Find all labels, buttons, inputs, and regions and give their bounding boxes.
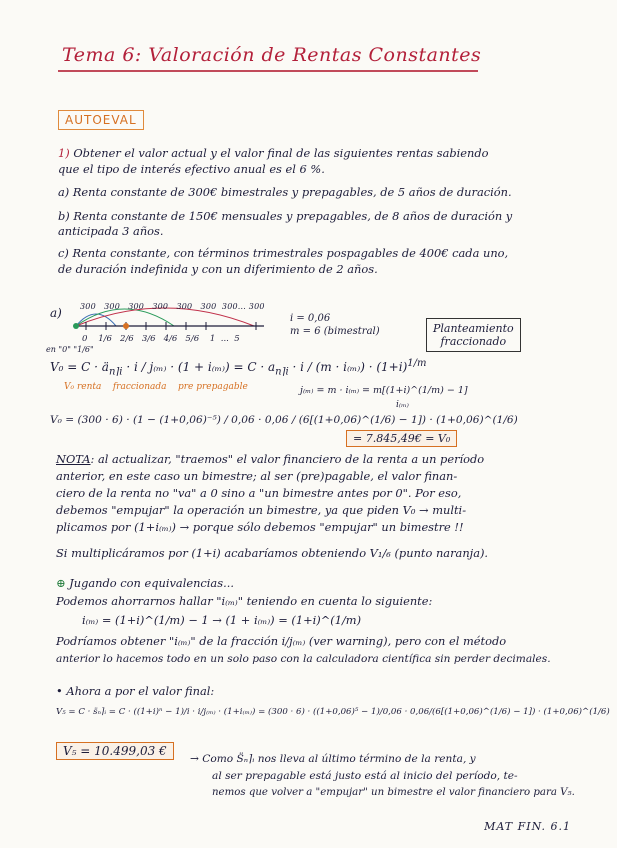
planteamiento-line-2: fraccionado	[440, 335, 507, 348]
question-a: a) Renta constante de 300€ bimestrales y prepagables, de 5 años de duración.	[58, 185, 512, 199]
question-text-1: Obtener el valor actual y el valor final de las siguientes rentas sabiendo	[73, 146, 489, 160]
tick-label: 5/6	[185, 334, 200, 344]
title-underline	[58, 70, 478, 72]
amount: 300	[80, 302, 96, 311]
question-line-2: que el tipo de interés efectivo anual es el 6 %.	[58, 162, 325, 176]
orange-point	[123, 323, 129, 329]
jm-definition: j₍ₘ₎ = m · i₍ₘ₎ = m[(1+i)^(1/m) − 1]	[300, 385, 468, 396]
amount: 300	[152, 302, 169, 311]
page-title: Tema 6: Valoración de Rentas Constantes	[62, 44, 482, 66]
tick-label: 2/6	[120, 334, 134, 344]
final-formula: V₅ = C · s̈ₙ⌉ᵢ = C · ((1+i)ⁿ − 1)/i · i/j₍ₘ₎ · (1+i₍ₘ₎) = (300 · 6) · ((1+0,06)⁵ − 1)/0,06 · 0,06/(6[(1+0,06)^(1/6) − 1]) · (1+0,06)^(1/6)	[56, 707, 610, 717]
equiv-line-2: Podemos ahorrarnos hallar "i₍ₘ₎" teniendo en cuenta lo siguiente:	[56, 594, 433, 608]
amount: 300	[128, 302, 145, 311]
formula-1-annuity-2: n⌉i	[275, 366, 289, 378]
tick-label: 3/6	[141, 334, 156, 344]
formula-2-text: V₀ = (300 · 6) · (1 − (1+0,06)⁻⁵) / 0,06 · 0,06 / (6[(1+0,06)^(1/6) − 1]) · (1+0,06)^(1/6)	[50, 414, 518, 426]
amount: 300...	[221, 302, 247, 311]
formula-1-lhs: V₀ = C · ä	[50, 360, 109, 374]
tick-label: 4/6	[163, 334, 178, 344]
equiv-line-5: anterior lo hacemos todo en un solo paso con la calculadora científica sin perder decimales.	[56, 653, 551, 665]
formula-2-result: = 7.845,49€ = V₀	[346, 430, 457, 447]
m-value: m = 6 (bimestral)	[290, 326, 380, 337]
final-comment-2: al ser prepagable está justo está al inicio del período, te-	[212, 770, 518, 782]
formula-1-rhs: · i / (m · i₍ₘ₎) · (1+i)	[292, 360, 408, 374]
i-value: i = 0,06	[290, 313, 331, 324]
equiv-line-1	[56, 576, 234, 590]
formula-1	[50, 358, 426, 377]
note-head: NOTA	[56, 452, 91, 466]
equiv-line-4: Podríamos obtener "i₍ₘ₎" de la fracción i/j₍ₘ₎ (ver warning), pero con el método	[56, 634, 507, 648]
im-label: i₍ₘ₎	[396, 400, 409, 410]
equiv-text-1: Jugando con equivalencias...	[69, 576, 234, 590]
final-result: V₅ = 10.499,03 €	[56, 742, 174, 760]
formula-1-exp: 1/m	[407, 358, 427, 369]
question-c-2: de duración indefinida y con un diferimiento de 2 años.	[58, 262, 378, 276]
formula-2	[50, 414, 518, 426]
label-pre: pre	[177, 382, 194, 392]
tick-label: ...	[220, 334, 229, 344]
note-line-3: ciero de la renta no "va" a 0 sino a "un bimestre antes por 0". Por eso,	[56, 486, 462, 500]
page-footer: MAT FIN. 6.1	[484, 820, 571, 833]
question-line-1	[58, 146, 489, 160]
amount: 300	[200, 302, 217, 311]
plus-icon: ⊕	[56, 576, 66, 590]
question-b-2: anticipada 3 años.	[58, 224, 164, 238]
green-point	[73, 323, 79, 329]
amount: 300	[104, 302, 120, 311]
timeline-tick-labels	[82, 332, 240, 346]
cut-label: en "0" "1/6"	[46, 345, 94, 354]
tick-label: 0	[82, 334, 88, 344]
diagram-label: a)	[50, 306, 62, 320]
final-comment-1: → Como S̈ₙ⌉ᵢ nos lleva al último término de la renta, y	[190, 753, 476, 765]
question-label: 1)	[58, 146, 70, 160]
equiv-line-3: i₍ₘ₎ = (1+i)^(1/m) − 1 → (1 + i₍ₘ₎) = (1+i)^(1/m)	[82, 613, 362, 627]
note-line-2: anterior, en este caso un bimestre; al ser (pre)pagable, el valor finan-	[56, 469, 458, 483]
timeline-arc	[76, 314, 116, 326]
label-fraccionada: fraccionada	[112, 382, 167, 392]
note-text-1: : al actualizar, "traemos" el valor financiero de la renta a un período	[90, 452, 485, 466]
formula-1-labels	[64, 380, 248, 394]
planteamiento-line-1: Planteamiento	[433, 322, 514, 335]
note-line-4: debemos "empujar" la operación un bimestre, ya que piden V₀ → multi-	[56, 503, 467, 517]
tick-label: 1/6	[98, 334, 112, 344]
amount: 300	[176, 302, 193, 311]
final-line-1: • Ahora a por el valor final:	[56, 684, 215, 698]
label-prepagable: prepagable	[196, 382, 248, 392]
formula-1-annuity: n⌉i	[108, 366, 123, 378]
planteamiento-box	[426, 318, 521, 352]
amount: 300	[248, 302, 265, 311]
tick-label: 5	[234, 334, 240, 344]
autoeval-badge: AUTOEVAL	[58, 110, 144, 130]
timeline-amounts	[80, 300, 265, 314]
label-renta: V₀ renta	[64, 382, 102, 392]
question-b-1: b) Renta constante de 150€ mensuales y prepagables, de 8 años de duración y	[58, 209, 513, 223]
note-line-5: plicamos por (1+i₍ₘ₎) → porque sólo debemos "empujar" un bimestre !!	[56, 520, 464, 534]
question-c-1: c) Renta constante, con términos trimestrales pospagables de 400€ cada uno,	[58, 246, 509, 260]
formula-1-mid: · i / j₍ₘ₎ · (1 + i₍ₘ₎) = C · a	[126, 360, 276, 374]
note-line-1	[56, 452, 484, 466]
final-comment-3: nemos que volver a "empujar" un bimestre el valor financiero para V₅.	[212, 787, 575, 798]
note-line-6: Si multiplicáramos por (1+i) acabaríamos obteniendo V₁/₆ (punto naranja).	[56, 546, 489, 560]
tick-label: 1	[209, 334, 216, 344]
